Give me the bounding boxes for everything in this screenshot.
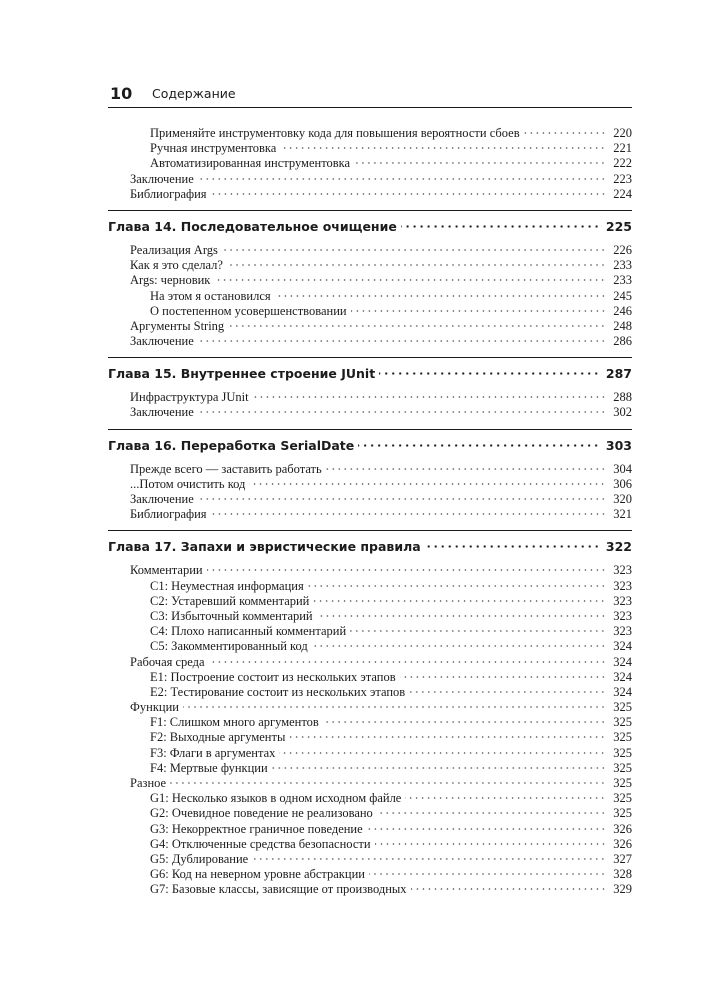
- toc-entry-page: 325: [613, 715, 632, 730]
- running-title: Содержание: [152, 86, 236, 101]
- toc-entry-title: E2: Тестирование состоит из нескольких этапов: [150, 684, 406, 699]
- toc-entry-page: 233: [613, 258, 632, 273]
- leader-dots: [252, 858, 606, 860]
- toc-entry-title: Заключение: [130, 171, 194, 186]
- toc-entry-page: 320: [613, 492, 632, 506]
- toc-entry-title: Рабочая среда: [130, 654, 205, 669]
- leader-dots: [308, 585, 606, 587]
- toc-entry-title: C1: Неуместная информация: [150, 578, 304, 593]
- toc-entry: [108, 791, 632, 806]
- leader-dots: [280, 147, 606, 149]
- toc-entry-page: 248: [613, 318, 632, 333]
- leader-dots: [405, 797, 606, 799]
- leader-dots: [323, 721, 606, 723]
- leader-dots: [375, 843, 606, 845]
- toc-entry: [108, 334, 632, 349]
- toc-entry-page: 324: [613, 669, 632, 684]
- toc-entry-page: 321: [613, 507, 632, 522]
- toc-entry-page: 323: [613, 593, 632, 608]
- toc-entry-title: Библиография: [130, 507, 207, 522]
- toc-entry-title: Заключение: [130, 334, 194, 349]
- toc-entry-page: 302: [613, 405, 632, 420]
- chapter-rule: [108, 210, 632, 211]
- toc-entry: [108, 806, 632, 821]
- toc-entry-page: 323: [613, 624, 632, 639]
- toc-entry-page: 323: [613, 608, 632, 623]
- toc-entry: [108, 172, 632, 187]
- toc-entry-page: 306: [613, 476, 632, 491]
- leader-dots: [198, 178, 606, 180]
- chapter-page: 303: [605, 437, 632, 453]
- toc-entry-page: 226: [613, 242, 632, 257]
- leader-dots: [211, 193, 606, 195]
- toc-entry: [108, 273, 632, 288]
- toc-entry-title: Функции: [130, 700, 179, 715]
- leader-dots: [198, 340, 606, 342]
- toc-entry-page: 325: [613, 760, 632, 775]
- chapter-title: Глава 16. Переработка SerialDate: [108, 437, 355, 453]
- toc-entry-title: G6: Код на неверном уровне абстракции: [150, 867, 365, 882]
- toc-entry-title: G5: Дублирование: [150, 851, 249, 866]
- toc-entry-page: 323: [613, 578, 632, 593]
- leader-dots: [317, 615, 606, 617]
- toc-entry-title: G1: Несколько языков в одном исходном файле: [150, 791, 402, 806]
- toc-entry-title: Разное: [130, 776, 167, 790]
- leader-dots: [279, 752, 606, 754]
- toc-entry: [108, 507, 632, 522]
- toc-entry-page: 223: [613, 171, 632, 186]
- toc-entry-page: 329: [613, 882, 632, 897]
- toc-entry-title: Реализация Args: [130, 242, 218, 257]
- toc-entry: [108, 837, 632, 852]
- toc-entry: [108, 822, 632, 837]
- leader-dots: [228, 325, 606, 327]
- toc-entry: [108, 761, 632, 776]
- toc-entry-page: 288: [613, 390, 632, 405]
- toc-entry: [108, 563, 632, 578]
- toc-entry: [108, 624, 632, 639]
- toc-entry-title: Прежде всего — заставить работать: [130, 461, 322, 476]
- toc-entry: [108, 670, 632, 685]
- toc-entry-title: G2: Очевидное поведение не реализовано: [150, 806, 373, 821]
- toc-entry-title: C3: Избыточный комментарий: [150, 608, 313, 623]
- leader-dots: [275, 295, 606, 297]
- toc-entry: [108, 867, 632, 882]
- toc-entry-page: 326: [613, 821, 632, 836]
- leader-dots: [358, 444, 600, 447]
- chapter-page: 225: [605, 218, 632, 234]
- toc-entry-title: На этом я остановился: [150, 288, 271, 303]
- toc-entry: [108, 126, 632, 141]
- toc-entry: [108, 852, 632, 867]
- toc-entry-page: 222: [613, 156, 632, 171]
- toc-entry-page: 286: [613, 334, 632, 349]
- toc-entry-title: О постепенном усовершенствовании: [150, 303, 347, 318]
- leader-dots: [253, 396, 606, 398]
- toc-entry-title: F1: Слишком много аргументов: [150, 715, 319, 730]
- toc-entry: [108, 319, 632, 334]
- chapter-rule: [108, 429, 632, 430]
- leader-dots: [222, 249, 606, 251]
- leader-dots: [350, 630, 606, 632]
- chapter-heading: [108, 437, 632, 455]
- leader-dots: [249, 483, 606, 485]
- leader-dots: [354, 162, 606, 164]
- chapter-heading: [108, 365, 632, 383]
- toc-entry-title: Применяйте инструментовку кода для повышения вероятности сбоев: [150, 126, 520, 140]
- chapter-rule: [108, 530, 632, 531]
- toc-entry-page: 324: [613, 684, 632, 699]
- toc-entry: [108, 715, 632, 730]
- toc-entry: [108, 141, 632, 156]
- chapter-title: Глава 17. Запахи и эвристические правила: [108, 539, 421, 555]
- leader-dots: [411, 888, 606, 890]
- toc-entry-page: 323: [613, 563, 632, 578]
- toc-entry-page: 325: [613, 776, 632, 790]
- leader-dots: [312, 645, 606, 647]
- toc-entry: [108, 462, 632, 477]
- toc-entry-title: Ручная инструментовка: [150, 141, 277, 156]
- toc-entry: [108, 289, 632, 304]
- leader-dots: [227, 264, 606, 266]
- toc-entry: [108, 776, 632, 791]
- toc-entry: [108, 187, 632, 202]
- toc-entry-title: Комментарии: [130, 563, 203, 578]
- toc-entry: [108, 639, 632, 654]
- toc-entry: [108, 700, 632, 715]
- toc-entry-title: Заключение: [130, 405, 194, 420]
- running-head: [108, 84, 633, 106]
- leader-dots: [272, 767, 606, 769]
- toc-entry-page: 220: [613, 126, 632, 140]
- toc-entry-title: Как я это сделал?: [130, 258, 223, 273]
- leader-dots: [198, 498, 606, 500]
- toc-entry-title: C4: Плохо написанный комментарий: [150, 624, 347, 639]
- toc-entry-page: 324: [613, 654, 632, 669]
- toc-entry-page: 325: [613, 745, 632, 760]
- leader-dots: [425, 545, 600, 548]
- chapter-page: 322: [605, 539, 632, 555]
- toc-entry-title: G7: Базовые классы, зависящие от производных: [150, 882, 407, 897]
- leader-dots: [326, 468, 606, 470]
- toc-entry: [108, 492, 632, 507]
- toc-entry-title: E1: Построение состоит из нескольких этапов: [150, 669, 396, 684]
- toc-entry-page: 326: [613, 836, 632, 851]
- toc-entry-page: 328: [613, 867, 632, 882]
- toc-entry: [108, 477, 632, 492]
- leader-dots: [313, 600, 606, 602]
- toc-entry-title: Заключение: [130, 492, 194, 506]
- toc-entry-title: F4: Мертвые функции: [150, 760, 268, 775]
- toc-entry-title: G4: Отключенные средства безопасности: [150, 836, 371, 851]
- toc-entry: [108, 405, 632, 420]
- toc-entry-title: Инфраструктура JUnit: [130, 390, 249, 405]
- toc-entry: [108, 156, 632, 171]
- toc-entry-page: 325: [613, 730, 632, 745]
- toc-entry-page: 325: [613, 700, 632, 715]
- leader-dots: [214, 279, 606, 281]
- leader-dots: [351, 310, 606, 312]
- toc-entry-title: C2: Устаревший комментарий: [150, 593, 310, 608]
- leader-dots: [379, 372, 600, 375]
- leader-dots: [409, 691, 606, 693]
- toc-entry-page: 224: [613, 186, 632, 201]
- header-rule: [108, 107, 632, 108]
- toc-entry-page: 246: [613, 303, 632, 318]
- toc-entry: [108, 579, 632, 594]
- chapter-heading: [108, 218, 632, 236]
- leader-dots: [401, 225, 600, 228]
- toc-entry-page: 325: [613, 791, 632, 806]
- leader-dots: [367, 828, 606, 830]
- toc-entry: [108, 746, 632, 761]
- toc-entry-page: 325: [613, 806, 632, 821]
- leader-dots: [198, 411, 606, 413]
- leader-dots: [170, 782, 606, 784]
- toc-entry: [108, 390, 632, 405]
- toc-entry: [108, 685, 632, 700]
- toc-entry: [108, 243, 632, 258]
- toc-entry: [108, 609, 632, 624]
- toc-entry: [108, 258, 632, 273]
- toc-entry-page: 324: [613, 639, 632, 654]
- table-of-contents: [108, 126, 632, 898]
- toc-entry: [108, 882, 632, 897]
- leader-dots: [524, 132, 606, 134]
- toc-entry-title: Args: черновик: [130, 273, 211, 288]
- toc-entry-title: F3: Флаги в аргументах: [150, 745, 276, 760]
- page-number: 10: [110, 84, 133, 103]
- chapter-title: Глава 15. Внутреннее строение JUnit: [108, 366, 376, 382]
- toc-entry-title: F2: Выходные аргументы: [150, 730, 286, 745]
- toc-entry-title: C5: Закомментированный код: [150, 639, 308, 654]
- leader-dots: [211, 513, 606, 515]
- leader-dots: [183, 706, 606, 708]
- toc-entry: [108, 655, 632, 670]
- chapter-rule: [108, 357, 632, 358]
- toc-entry: [108, 730, 632, 745]
- toc-entry-title: ...Потом очистить код: [130, 476, 246, 491]
- toc-entry-title: Автоматизированная инструментовка: [150, 156, 351, 171]
- toc-entry-page: 245: [613, 288, 632, 303]
- toc-entry-page: 304: [613, 461, 632, 476]
- leader-dots: [207, 569, 606, 571]
- toc-entry: [108, 304, 632, 319]
- chapter-page: 287: [605, 366, 632, 382]
- toc-entry-page: 233: [613, 273, 632, 288]
- toc-entry-title: Библиография: [130, 186, 207, 201]
- leader-dots: [209, 661, 606, 663]
- toc-entry: [108, 594, 632, 609]
- leader-dots: [377, 812, 606, 814]
- toc-entry-title: Аргументы String: [130, 318, 225, 333]
- chapter-title: Глава 14. Последовательное очищение: [108, 218, 397, 234]
- toc-entry-page: 221: [613, 141, 632, 156]
- toc-entry-title: G3: Некорректное граничное поведение: [150, 821, 363, 836]
- leader-dots: [400, 676, 606, 678]
- toc-entry-page: 327: [613, 851, 632, 866]
- leader-dots: [289, 736, 606, 738]
- chapter-heading: [108, 538, 632, 556]
- leader-dots: [369, 873, 606, 875]
